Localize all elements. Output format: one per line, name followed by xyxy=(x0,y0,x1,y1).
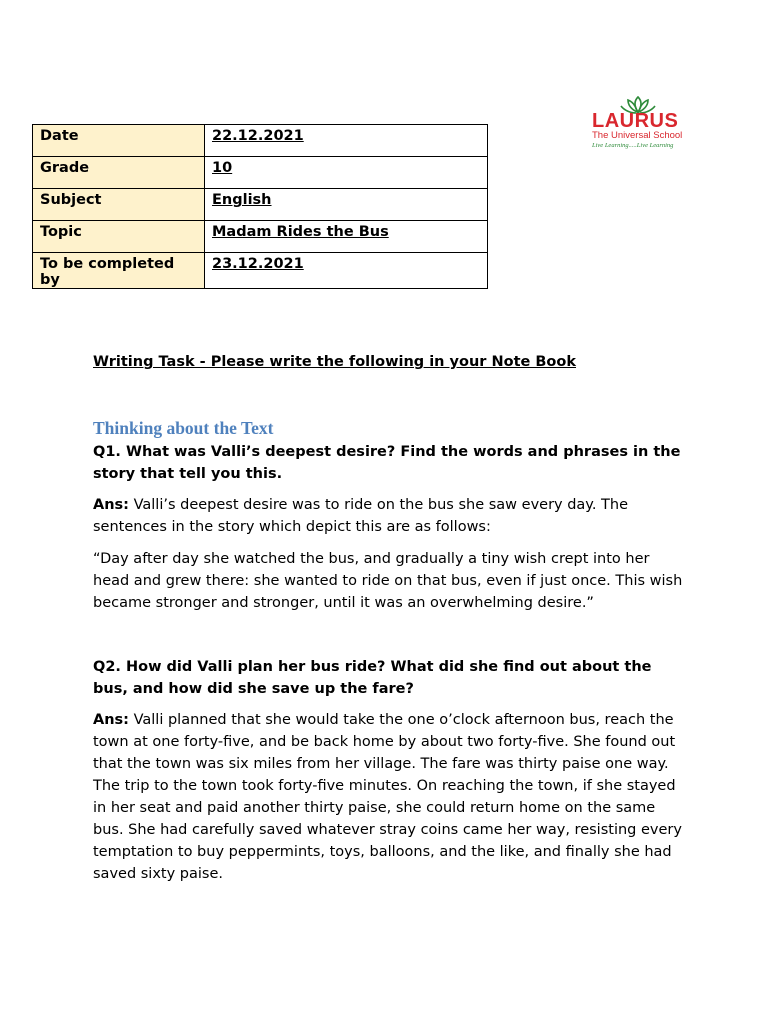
answer-text: Valli planned that she would take the one o’clock afternoon bus, reach the town at one forty-five, and be back home by about two forty-five. She found out that the town was six miles from her village. The fare was thirty paise one way. The trip to the town took forty-five minutes. On reaching the town, if she stayed in her seat and paid another thirty paise, she could return home on the same bus. She had carefully saved whatever stray coins came her way, resisting every temptation to buy peppermints, toys, balloons, and the like, and finally she had saved sixty paise. xyxy=(93,712,682,882)
table-row xyxy=(33,221,488,253)
answer-label: Ans: xyxy=(93,712,129,728)
date-label: Date xyxy=(33,125,205,157)
info-table xyxy=(32,124,488,289)
table-row xyxy=(33,189,488,221)
school-logo xyxy=(588,96,698,156)
grade-value: 10 xyxy=(205,157,488,189)
logo-subtitle: The Universal School xyxy=(592,130,683,141)
grade-label: Grade xyxy=(33,157,205,189)
table-row xyxy=(33,253,488,289)
q1-question xyxy=(93,441,685,485)
date-value: 22.12.2021 xyxy=(205,125,488,157)
q1-answer xyxy=(93,494,685,538)
answer-text: Valli’s deepest desire was to ride on the bus she saw every day. The sentences in the story which depict this are as follows: xyxy=(93,497,629,535)
quote-text: “Day after day she watched the bus, and gradually a tiny wish crept into her head and grew there: she wanted to ride on that bus, even if just once. This wish became stronger and stronger, until it was an overwhelming desire.” xyxy=(93,551,683,611)
q1-quote xyxy=(93,548,685,614)
logo-tagline: Live Learning.....Live Learning xyxy=(592,142,674,149)
table-row xyxy=(33,157,488,189)
due-date-label: To be completed by xyxy=(33,253,205,289)
q2-answer xyxy=(93,709,685,885)
table-row xyxy=(33,125,488,157)
subject-value: English xyxy=(205,189,488,221)
due-date-value: 23.12.2021 xyxy=(205,253,488,289)
topic-value: Madam Rides the Bus xyxy=(205,221,488,253)
answer-label: Ans: xyxy=(93,497,129,513)
writing-task-instruction: Writing Task - Please write the following in your Note Book xyxy=(93,354,576,370)
q2-question xyxy=(93,656,685,700)
subject-label: Subject xyxy=(33,189,205,221)
question-text: Q2. How did Valli plan her bus ride? What did she find out about the bus, and how did she save up the fare? xyxy=(93,659,652,697)
section-heading: Thinking about the Text xyxy=(93,418,274,438)
logo-wordmark: LAURUS xyxy=(592,110,679,132)
question-text: Q1. What was Valli’s deepest desire? Find the words and phrases in the story that tell you this. xyxy=(93,444,681,482)
topic-label: Topic xyxy=(33,221,205,253)
